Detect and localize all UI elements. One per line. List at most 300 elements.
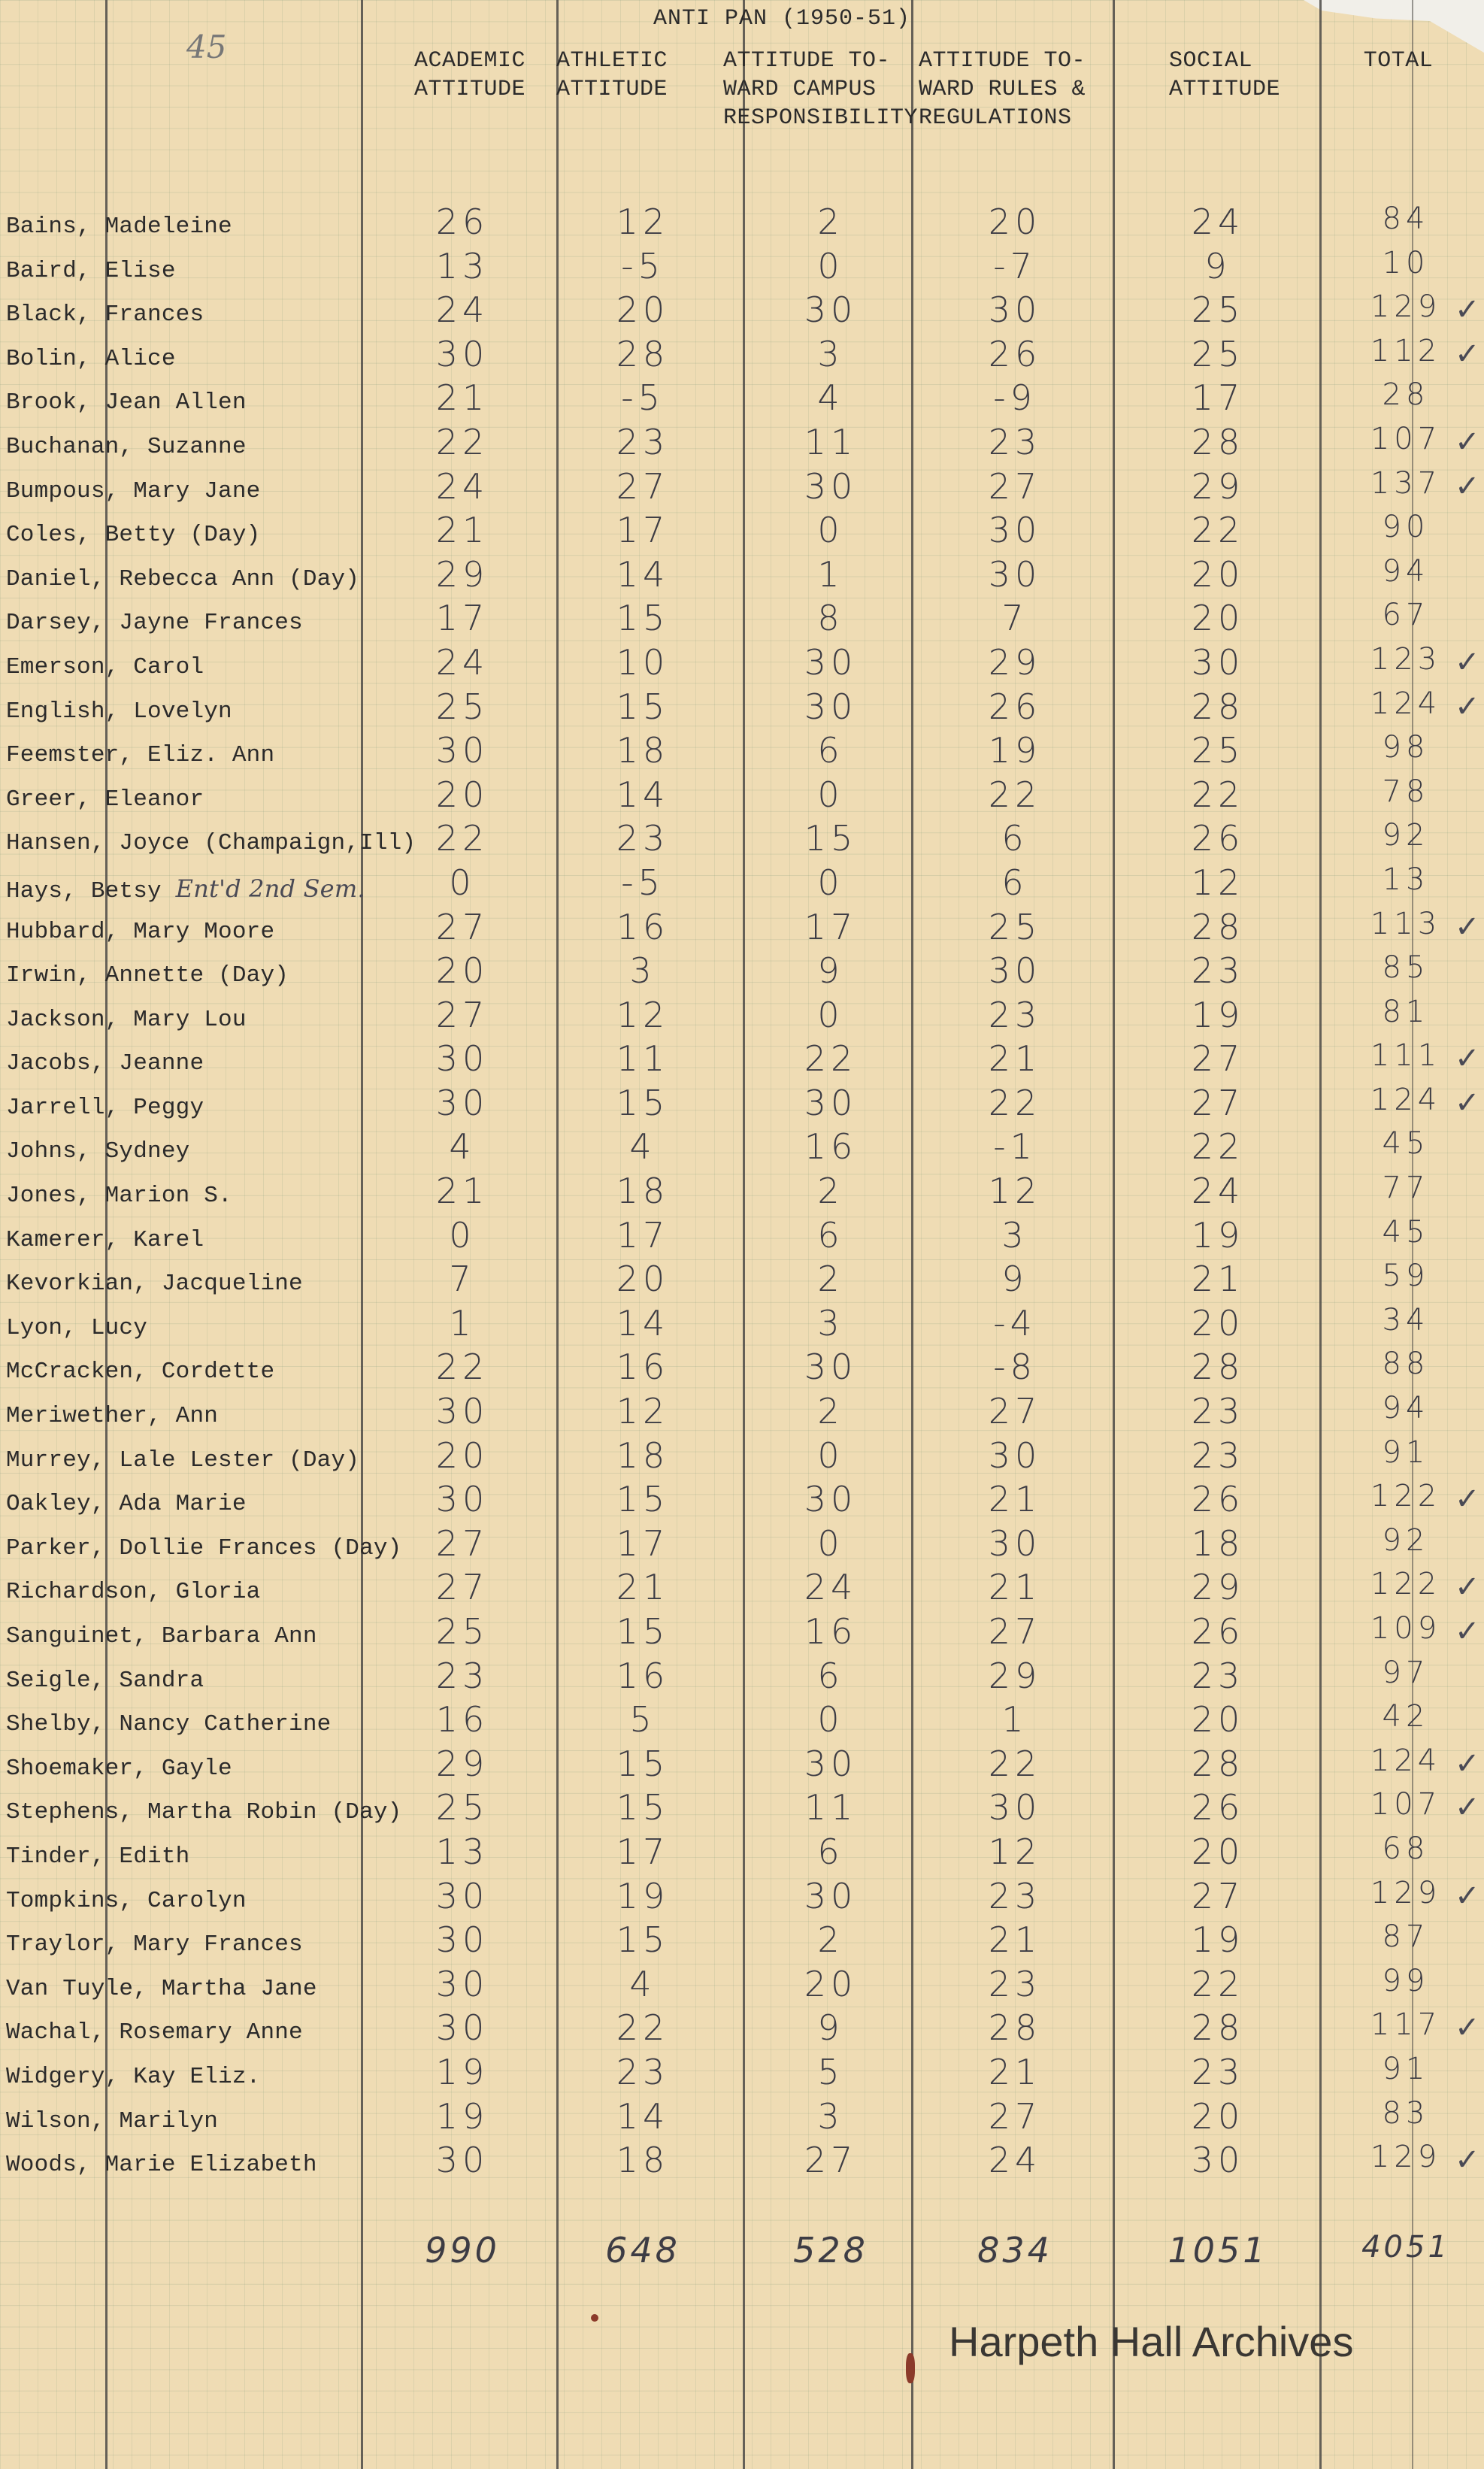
score-campus: 2 [817,1171,844,1212]
table-row [0,377,1484,422]
score-rules: 3 [1001,1214,1028,1256]
check-mark-icon: ✓ [1455,468,1480,504]
student-name: Bains, Madeleine [6,214,232,240]
score-rules: 1 [1001,1699,1028,1740]
score-academic: 22 [435,421,489,462]
score-rules: 30 [988,510,1042,551]
score-social: 22 [1191,1126,1245,1168]
table-row [0,1038,1484,1083]
score-athletic: 4 [629,1963,656,2004]
score-academic: 26 [435,201,489,242]
score-academic: 30 [435,1082,489,1123]
score-campus: 30 [804,1743,858,1784]
score-rules: 28 [988,2007,1042,2049]
score-total: 124 [1370,1743,1442,1778]
score-total: 94 [1382,553,1430,589]
student-name: Baird, Elise [6,257,176,284]
score-rules: 29 [988,641,1042,683]
student-name: McCracken, Cordette [6,1359,275,1386]
total-campus: 528 [793,2230,868,2271]
score-campus: 0 [817,1434,844,1476]
score-rules: -4 [993,1302,1037,1344]
score-campus: 3 [817,333,844,374]
score-total: 107 [1370,421,1442,456]
score-total: 83 [1382,2095,1430,2131]
score-total: 124 [1370,1082,1442,1117]
student-name: Hansen, Joyce (Champaign,Ill) [6,830,416,857]
column-totals [0,2230,1484,2275]
score-social: 9 [1204,245,1231,286]
score-academic: 21 [435,377,489,419]
score-rules: -9 [993,377,1037,419]
student-name: Bolin, Alice [6,345,176,372]
score-social: 17 [1191,377,1245,419]
total-academic: 990 [425,2230,500,2271]
score-athletic: 15 [616,598,670,639]
table-row [0,818,1484,862]
score-rules: 30 [988,1522,1042,1564]
score-campus: 1 [817,553,844,595]
score-total: 87 [1382,1919,1430,1955]
ink-spot [591,2314,598,2322]
check-mark-icon: ✓ [1455,1085,1480,1120]
score-total: 92 [1382,1522,1430,1558]
student-name: Stephens, Martha Robin (Day) [6,1799,402,1826]
score-social: 25 [1191,289,1245,331]
score-rules: 19 [988,730,1042,771]
score-social: 26 [1191,1787,1245,1828]
score-academic: 23 [435,1655,489,1696]
table-row [0,1347,1484,1391]
score-total: 88 [1382,1347,1430,1382]
student-name: Jackson, Mary Lou [6,1006,247,1033]
score-athletic: 23 [616,818,670,859]
score-academic: 19 [435,2051,489,2092]
table-row [0,422,1484,466]
score-athletic: -5 [621,377,665,419]
score-athletic: 20 [616,289,670,331]
score-academic: 27 [435,1567,489,1608]
score-total: 99 [1382,1963,1430,1998]
score-academic: 30 [435,1479,489,1520]
score-academic: 30 [435,1875,489,1916]
score-rules: 25 [988,906,1042,947]
score-athletic: 4 [629,1126,656,1168]
table-row [0,907,1484,951]
score-social: 28 [1191,2007,1245,2049]
score-athletic: 23 [616,421,670,462]
score-social: 30 [1191,641,1245,683]
score-social: 23 [1191,950,1245,992]
score-total: 92 [1382,818,1430,853]
score-campus: 2 [817,1259,844,1300]
score-social: 28 [1191,1743,1245,1784]
score-rules: 21 [988,1038,1042,1080]
score-social: 22 [1191,1963,1245,2004]
page-number: 45 [186,29,227,65]
score-campus: 6 [817,1655,844,1696]
table-row [0,334,1484,378]
score-academic: 7 [449,1259,476,1300]
score-rules: 12 [988,1171,1042,1212]
score-athletic: 12 [616,1391,670,1432]
score-social: 12 [1191,862,1245,903]
score-social: 19 [1191,994,1245,1035]
score-total: 123 [1370,641,1442,677]
check-mark-icon: ✓ [1455,336,1480,371]
score-social: 30 [1191,2140,1245,2181]
score-total: 81 [1382,994,1430,1029]
score-athletic: 16 [616,1347,670,1388]
score-rules: 21 [988,1567,1042,1608]
score-rules: 9 [1001,1259,1028,1300]
table-row [0,774,1484,819]
table-row [0,1523,1484,1568]
score-campus: 5 [817,2051,844,2092]
table-row [0,1215,1484,1259]
score-total: 129 [1370,289,1442,325]
score-social: 18 [1191,1522,1245,1564]
score-campus: 30 [804,1875,858,1916]
table-row [0,995,1484,1039]
score-campus: 0 [817,994,844,1035]
score-rules: 20 [988,201,1042,242]
score-total: 124 [1370,686,1442,721]
score-academic: 27 [435,906,489,947]
score-total: 45 [1382,1126,1430,1162]
check-mark-icon: ✓ [1455,2143,1480,2178]
score-total: 90 [1382,510,1430,545]
score-total: 94 [1382,1391,1430,1426]
score-campus: 6 [817,730,844,771]
table-row [0,466,1484,510]
score-academic: 27 [435,994,489,1035]
handwritten-annotation: Ent'd 2nd Sem. [175,874,365,903]
score-social: 25 [1191,730,1245,771]
score-rules: -8 [993,1347,1037,1388]
student-name: Hays, Betsy Ent'd 2nd Sem. [6,874,365,904]
score-total: 77 [1382,1171,1430,1206]
score-athletic: 14 [616,1302,670,1344]
score-campus: 9 [817,950,844,992]
score-total: 78 [1382,774,1430,809]
score-campus: 0 [817,1699,844,1740]
student-name: Jones, Marion S. [6,1183,232,1210]
score-athletic: 15 [616,1743,670,1784]
table-row [0,1126,1484,1171]
score-academic: 0 [449,1214,476,1256]
score-athletic: 17 [616,1214,670,1256]
score-social: 26 [1191,1611,1245,1652]
score-academic: 27 [435,1522,489,1564]
score-campus: 30 [804,289,858,331]
table-row [0,642,1484,686]
score-social: 29 [1191,465,1245,507]
score-total: 129 [1370,2140,1442,2175]
score-academic: 25 [435,686,489,727]
score-academic: 13 [435,1831,489,1872]
score-campus: 9 [817,2007,844,2049]
score-athletic: 27 [616,465,670,507]
score-athletic: 21 [616,1567,670,1608]
score-total: 42 [1382,1699,1430,1734]
header-campus-responsibility: ATTITUDE TO- WARD CAMPUS RESPONSIBILITY [723,48,919,131]
score-academic: 24 [435,641,489,683]
table-row [0,1876,1484,1920]
score-athletic: 15 [616,686,670,727]
score-rules: 21 [988,1919,1042,1961]
score-athletic: 12 [616,201,670,242]
score-campus: 30 [804,641,858,683]
score-social: 29 [1191,1567,1245,1608]
score-academic: 22 [435,1347,489,1388]
score-athletic: 20 [616,1259,670,1300]
score-rules: -1 [993,1126,1037,1168]
score-social: 19 [1191,1214,1245,1256]
score-social: 28 [1191,1347,1245,1388]
score-rules: 26 [988,686,1042,727]
score-athletic: 15 [616,1082,670,1123]
score-campus: 0 [817,510,844,551]
score-total: 91 [1382,2051,1430,2086]
student-name: Coles, Betty (Day) [6,522,261,549]
score-academic: 30 [435,333,489,374]
score-rules: 30 [988,1787,1042,1828]
score-athletic: 18 [616,1434,670,1476]
score-academic: 20 [435,950,489,992]
score-social: 27 [1191,1875,1245,1916]
student-name: Widgery, Kay Eliz. [6,2063,261,2090]
table-row [0,201,1484,246]
score-total: 112 [1370,333,1442,368]
header-social-attitude: SOCIAL ATTITUDE [1169,48,1281,102]
student-name: Kevorkian, Jacqueline [6,1271,303,1298]
score-athletic: 22 [616,2007,670,2049]
archive-watermark: Harpeth Hall Archives [949,2318,1354,2365]
student-name: Richardson, Gloria [6,1579,261,1606]
score-total: 34 [1382,1302,1430,1338]
table-row [0,950,1484,995]
score-athletic: -5 [621,862,665,903]
score-social: 20 [1191,1699,1245,1740]
score-athletic: 19 [616,1875,670,1916]
score-athletic: 17 [616,1831,670,1872]
score-campus: 0 [817,1522,844,1564]
score-social: 21 [1191,1259,1245,1300]
student-name: Shoemaker, Gayle [6,1755,232,1782]
score-social: 26 [1191,818,1245,859]
check-mark-icon: ✓ [1455,909,1480,944]
score-athletic: 10 [616,641,670,683]
score-campus: 6 [817,1214,844,1256]
score-social: 19 [1191,1919,1245,1961]
score-total: 59 [1382,1259,1430,1294]
student-name: Johns, Sydney [6,1138,190,1165]
score-campus: 4 [817,377,844,419]
table-row [0,686,1484,731]
score-rules: 22 [988,1082,1042,1123]
table-row [0,1171,1484,1215]
score-total: 113 [1370,906,1442,941]
student-name: Parker, Dollie Frances (Day) [6,1534,402,1562]
score-academic: 0 [449,862,476,903]
table-row [0,1083,1484,1127]
score-campus: 11 [804,1787,858,1828]
student-name: Emerson, Carol [6,653,204,680]
score-total: 122 [1370,1567,1442,1602]
student-name: Sanguinet, Barbara Ann [6,1623,317,1650]
score-social: 20 [1191,1302,1245,1344]
score-social: 24 [1191,1171,1245,1212]
check-mark-icon: ✓ [1455,2010,1480,2046]
score-academic: 4 [449,1126,476,1168]
score-social: 23 [1191,1434,1245,1476]
score-academic: 17 [435,598,489,639]
table-row [0,1259,1484,1303]
score-campus: 30 [804,1479,858,1520]
score-social: 22 [1191,510,1245,551]
score-social: 27 [1191,1082,1245,1123]
score-campus: 16 [804,1126,858,1168]
check-mark-icon: ✓ [1455,1482,1480,1517]
grand-total: 4051 [1361,2230,1450,2265]
table-row [0,1919,1484,1964]
score-campus: 0 [817,774,844,815]
table-row [0,289,1484,334]
table-row [0,1964,1484,2008]
student-name: Lyon, Lucy [6,1314,148,1341]
student-name: Jarrell, Peggy [6,1094,204,1121]
score-total: 28 [1382,377,1430,413]
score-total: 117 [1370,2007,1442,2043]
score-rules: 30 [988,289,1042,331]
score-rules: 26 [988,333,1042,374]
score-athletic: -5 [621,245,665,286]
score-total: 137 [1370,465,1442,501]
score-rules: 12 [988,1831,1042,1872]
score-athletic: 17 [616,510,670,551]
student-name: Murrey, Lale Lester (Day) [6,1447,360,1474]
check-mark-icon: ✓ [1455,644,1480,680]
student-name: Wachal, Rosemary Anne [6,2019,303,2046]
score-rules: 23 [988,1963,1042,2004]
score-total: 111 [1370,1038,1442,1074]
check-mark-icon: ✓ [1455,1746,1480,1781]
score-academic: 29 [435,553,489,595]
score-campus: 17 [804,906,858,947]
table-row [0,2052,1484,2096]
student-name: Meriwether, Ann [6,1403,219,1430]
score-social: 27 [1191,1038,1245,1080]
score-campus: 20 [804,1963,858,2004]
score-academic: 20 [435,774,489,815]
score-academic: 20 [435,1434,489,1476]
sheet-title: ANTI PAN (1950-51) [653,6,911,32]
table-row [0,1699,1484,1743]
score-academic: 30 [435,2140,489,2181]
score-campus: 3 [817,2095,844,2137]
score-academic: 13 [435,245,489,286]
score-social: 22 [1191,774,1245,815]
score-campus: 2 [817,1391,844,1432]
score-total: 13 [1382,862,1430,897]
score-campus: 2 [817,201,844,242]
table-row [0,1611,1484,1656]
student-name: Darsey, Jayne Frances [6,610,303,637]
student-name: Bumpous, Mary Jane [6,477,261,504]
score-total: 10 [1382,245,1430,280]
score-rules: 6 [1001,818,1028,859]
score-academic: 30 [435,2007,489,2049]
score-campus: 2 [817,1919,844,1961]
student-name: Buchanan, Suzanne [6,433,247,460]
score-campus: 30 [804,1082,858,1123]
score-athletic: 15 [616,1787,670,1828]
score-rules: 30 [988,1434,1042,1476]
student-name: Black, Frances [6,301,204,329]
student-name: Woods, Marie Elizabeth [6,2152,317,2179]
score-rules: 23 [988,1875,1042,1916]
score-total: 107 [1370,1787,1442,1822]
score-academic: 30 [435,730,489,771]
score-social: 20 [1191,553,1245,595]
check-mark-icon: ✓ [1455,1041,1480,1077]
score-rules: 21 [988,1479,1042,1520]
table-row [0,598,1484,642]
score-athletic: 15 [616,1611,670,1652]
header-rules-regulations: ATTITUDE TO- WARD RULES & REGULATIONS [919,48,1086,131]
student-name: Tinder, Edith [6,1843,190,1870]
score-athletic: 11 [616,1038,670,1080]
student-name: Irwin, Annette (Day) [6,962,289,989]
ink-spot [906,2353,915,2383]
score-campus: 0 [817,862,844,903]
score-academic: 30 [435,1963,489,2004]
student-name: Wilson, Marilyn [6,2107,219,2134]
score-campus: 16 [804,1611,858,1652]
score-academic: 30 [435,1038,489,1080]
score-rules: 23 [988,421,1042,462]
score-total: 109 [1370,1611,1442,1646]
table-row [0,1391,1484,1435]
header-academic-attitude: ACADEMIC ATTITUDE [413,48,526,102]
score-academic: 16 [435,1699,489,1740]
score-rules: -7 [993,245,1037,286]
score-academic: 1 [449,1302,476,1344]
score-rules: 30 [988,553,1042,595]
student-name: Feemster, Eliz. Ann [6,742,275,769]
score-athletic: 23 [616,2051,670,2092]
score-rules: 27 [988,1391,1042,1432]
score-campus: 24 [804,1567,858,1608]
score-rules: 29 [988,1655,1042,1696]
score-athletic: 15 [616,1919,670,1961]
score-total: 67 [1382,598,1430,633]
score-campus: 3 [817,1302,844,1344]
score-academic: 22 [435,818,489,859]
score-social: 26 [1191,1479,1245,1520]
table-row [0,246,1484,290]
score-academic: 21 [435,510,489,551]
student-name: English, Lovelyn [6,698,232,725]
score-athletic: 3 [629,950,656,992]
score-academic: 25 [435,1611,489,1652]
score-academic: 30 [435,1919,489,1961]
table-row [0,1303,1484,1347]
score-campus: 30 [804,465,858,507]
score-academic: 19 [435,2095,489,2137]
score-social: 20 [1191,598,1245,639]
